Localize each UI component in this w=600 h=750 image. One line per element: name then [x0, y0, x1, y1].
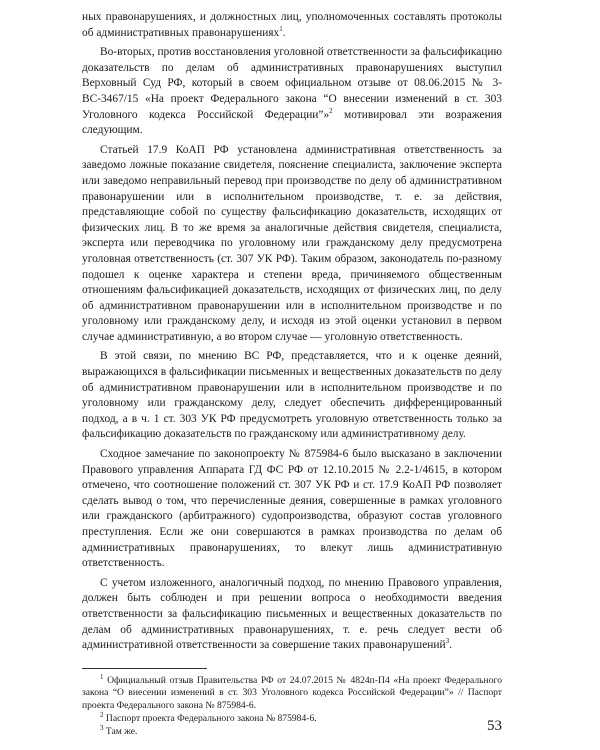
paragraph-continuation: ных правонарушениях, и должностных лиц, уполномоченных составлять протоколы об административных правонарушениях$^1$. [82, 11, 502, 39]
page-number: 53 [487, 718, 502, 734]
footnote-ref-1[interactable]: 1 [279, 24, 283, 33]
page-body [82, 10, 502, 740]
footnote-mark: 1 [100, 672, 104, 681]
paragraph-text: мотивировал эти возражения следующим. [82, 108, 502, 137]
paragraph-text: С учетом изложенного, аналогичный подход, по мнению Правового управления, должен быть соблюден и при решении вопроса о необходимости введения ответственности за фальсификацию письменных и вещественных доказательств по делам об административных правонарушениях, т. е. речь следует вести об административной ответственности за совершение таких правонарушений [82, 576, 502, 652]
paragraph-text: Сходное замечание по законопроекту № 875984-6 было высказано в заключении Правового управления Аппарата ГД ФС РФ от 12.10.2015 № 2.2-1/4615, в котором отмечено, что соотношение положений ст. 307 УК РФ и ст. 17.9 КоАП РФ позволяет сделать вывод о том, что перечисленные деяния, совершенные в рамках уголовного или гражданского (арбитражного) судопроизводства, образуют состав уголовного преступления. Если же они совершаются в рамках производства по делам об административных правонарушениях, то влекут лишь административную ответственность. [82, 448, 502, 570]
paragraph-conclusion: С учетом изложенного, аналогичный подход, по мнению Правового управления, должен быть соблюден и при решении вопроса о необходимости введения ответственности за фальсификацию письменных и вещественных доказательств по делам об административных правонарушениях, т. е. речь следует вести об административной ответственности за совершение таких правонарушений$^3$. [82, 576, 502, 652]
footnote-mark: 2 [100, 710, 104, 719]
paragraph-text: ных правонарушениях, и должностных лиц, уполномоченных составлять протоколы об административных правонарушениях [82, 11, 502, 39]
paragraph-differentiated-approach [82, 349, 502, 443]
paragraph-supreme-court [82, 45, 502, 139]
footnote-text: Там же. [105, 726, 138, 738]
footnote-text: Официальный отзыв Правительства РФ от 24.07.2015 № 4824п-П4 «На проект Федерального закона “О внесении изменений в ст. 303 Уголовного кодекса Российской Федерации”» // Паспорт проекта Федерального закона № 875984-6. [82, 674, 502, 711]
footnote-1 [82, 672, 502, 712]
footnote-ref-2[interactable]: 2 [329, 106, 333, 115]
footnote-text: Паспорт проекта Федерального закона № 875984-6. [105, 712, 317, 724]
paragraph-text: Статьей 17.9 КоАП РФ установлена административная ответственность за заведомо ложные показание свидетеля, пояснение специалиста, заключение эксперта или заведомо неправильный перевод при производстве по делу об административном правонарушении или в исполнительном производстве, т. е. за действия, представляющие собой по существу фальсификацию доказательств, исходящих от физических лиц. В то же время за аналогичные действия свидетеля, специалиста, эксперта или переводчика по уголовному или гражданскому делу предусмотрена уголовная ответственность (ст. 307 УК РФ). Таким образом, законодатель по-разному подошел к оценке характера и степени вреда, причиняемого общественным отношениям фальсификацией доказательств, исходящих от физических лиц, по делу об административном правонарушении или в исполнительном производстве и по уголовному или гражданскому делу, и исходя из этой оценки установил в первом случае административную, а во втором случае — уголовную ответственность. [82, 143, 502, 343]
paragraph-article-17-9 [82, 143, 502, 346]
footnote-divider [82, 668, 207, 669]
footnote-2 [82, 710, 502, 725]
footnote-3 [82, 726, 502, 738]
paragraph-similar-remark [82, 447, 502, 572]
footnote-ref-3[interactable]: 3 [445, 637, 450, 646]
paragraph-text: Во-вторых, против восстановления уголовной ответственности за фальсификацию доказательств по делам об административных правонарушениях выступил Верховный Суд РФ, который в своем официальном отзыве от 08.06.2015 № 3-ВС-3467/15 «На проект Федерального закона “О внесении изменений в ст. 303 Уголовного кодекса Российской Федерации”» [82, 46, 502, 121]
paragraph-text: В этой связи, по мнению ВС РФ, представляется, что и к оценке деяний, выражающихся в фальсификации письменных и вещественных доказательств по делу об административном правонарушении или в исполнительном производстве и по уголовному или гражданскому делу, следует обеспечить дифференцированный подход, а в ч. 1 ст. 303 УК РФ предусмотреть уголовную ответственность только за фальсификацию доказательств по гражданскому или административному делу. [82, 350, 502, 441]
footnote-mark: 3 [100, 724, 104, 733]
